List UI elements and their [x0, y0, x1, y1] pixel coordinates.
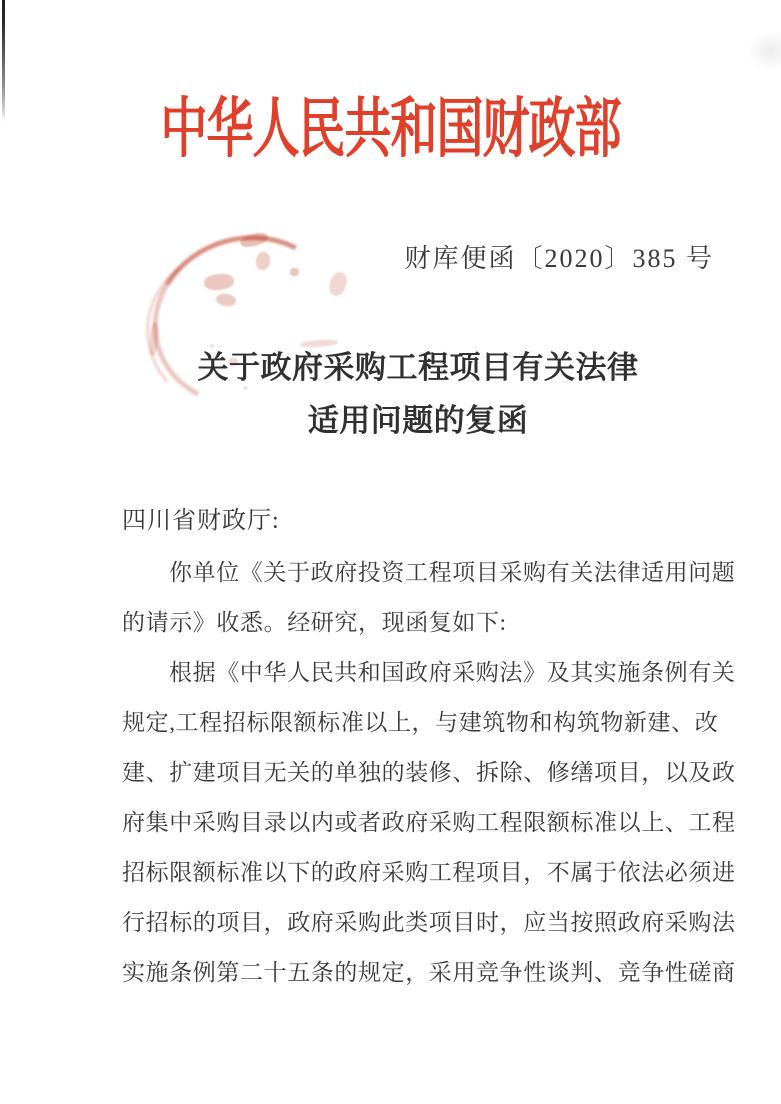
paragraph-2-line-5: 招标限额标准以下的政府采购工程项目，不属于依法必须进	[122, 860, 736, 885]
scan-smudge	[747, 30, 781, 72]
paragraph-1-line-1: 你单位《关于政府投资工程项目采购有关法律适用问题	[169, 560, 736, 585]
paragraph-2-line-3: 建、扩建项目无关的单独的装修、拆除、修缮项目，以及政	[122, 760, 736, 785]
paragraph-2-line-2: 规定,工程招标限额标准以上，与建筑物和构筑物新建、改	[122, 710, 719, 735]
paragraph-2-line-1: 根据《中华人民共和国政府采购法》及其实施条例有关	[169, 660, 736, 685]
salutation: 四川省财政厅:	[122, 508, 280, 534]
document-title-line-2: 适用问题的复函	[307, 403, 529, 438]
body-text	[122, 548, 736, 998]
document-title-line-1: 关于政府采购工程项目有关法律	[197, 350, 639, 385]
document-reference-number: 财库便函〔2020〕385 号	[404, 244, 714, 273]
document-title	[122, 341, 714, 447]
document-body-column	[122, 0, 736, 1104]
paragraph-2-line-7: 实施条例第二十五条的规定，采用竞争性谈判、竞争性磋商	[122, 960, 736, 985]
issuing-authority-name: 中华人民共和国财政部	[160, 93, 621, 166]
paragraph-2-line-4: 府集中采购目录以内或者政府采购工程限额标准以上、工程	[122, 810, 736, 835]
paragraph-2-line-6: 行招标的项目，政府采购此类项目时，应当按照政府采购法	[122, 910, 736, 935]
paragraph-1-line-2: 的请示》收悉。经研究，现函复如下:	[122, 610, 507, 635]
